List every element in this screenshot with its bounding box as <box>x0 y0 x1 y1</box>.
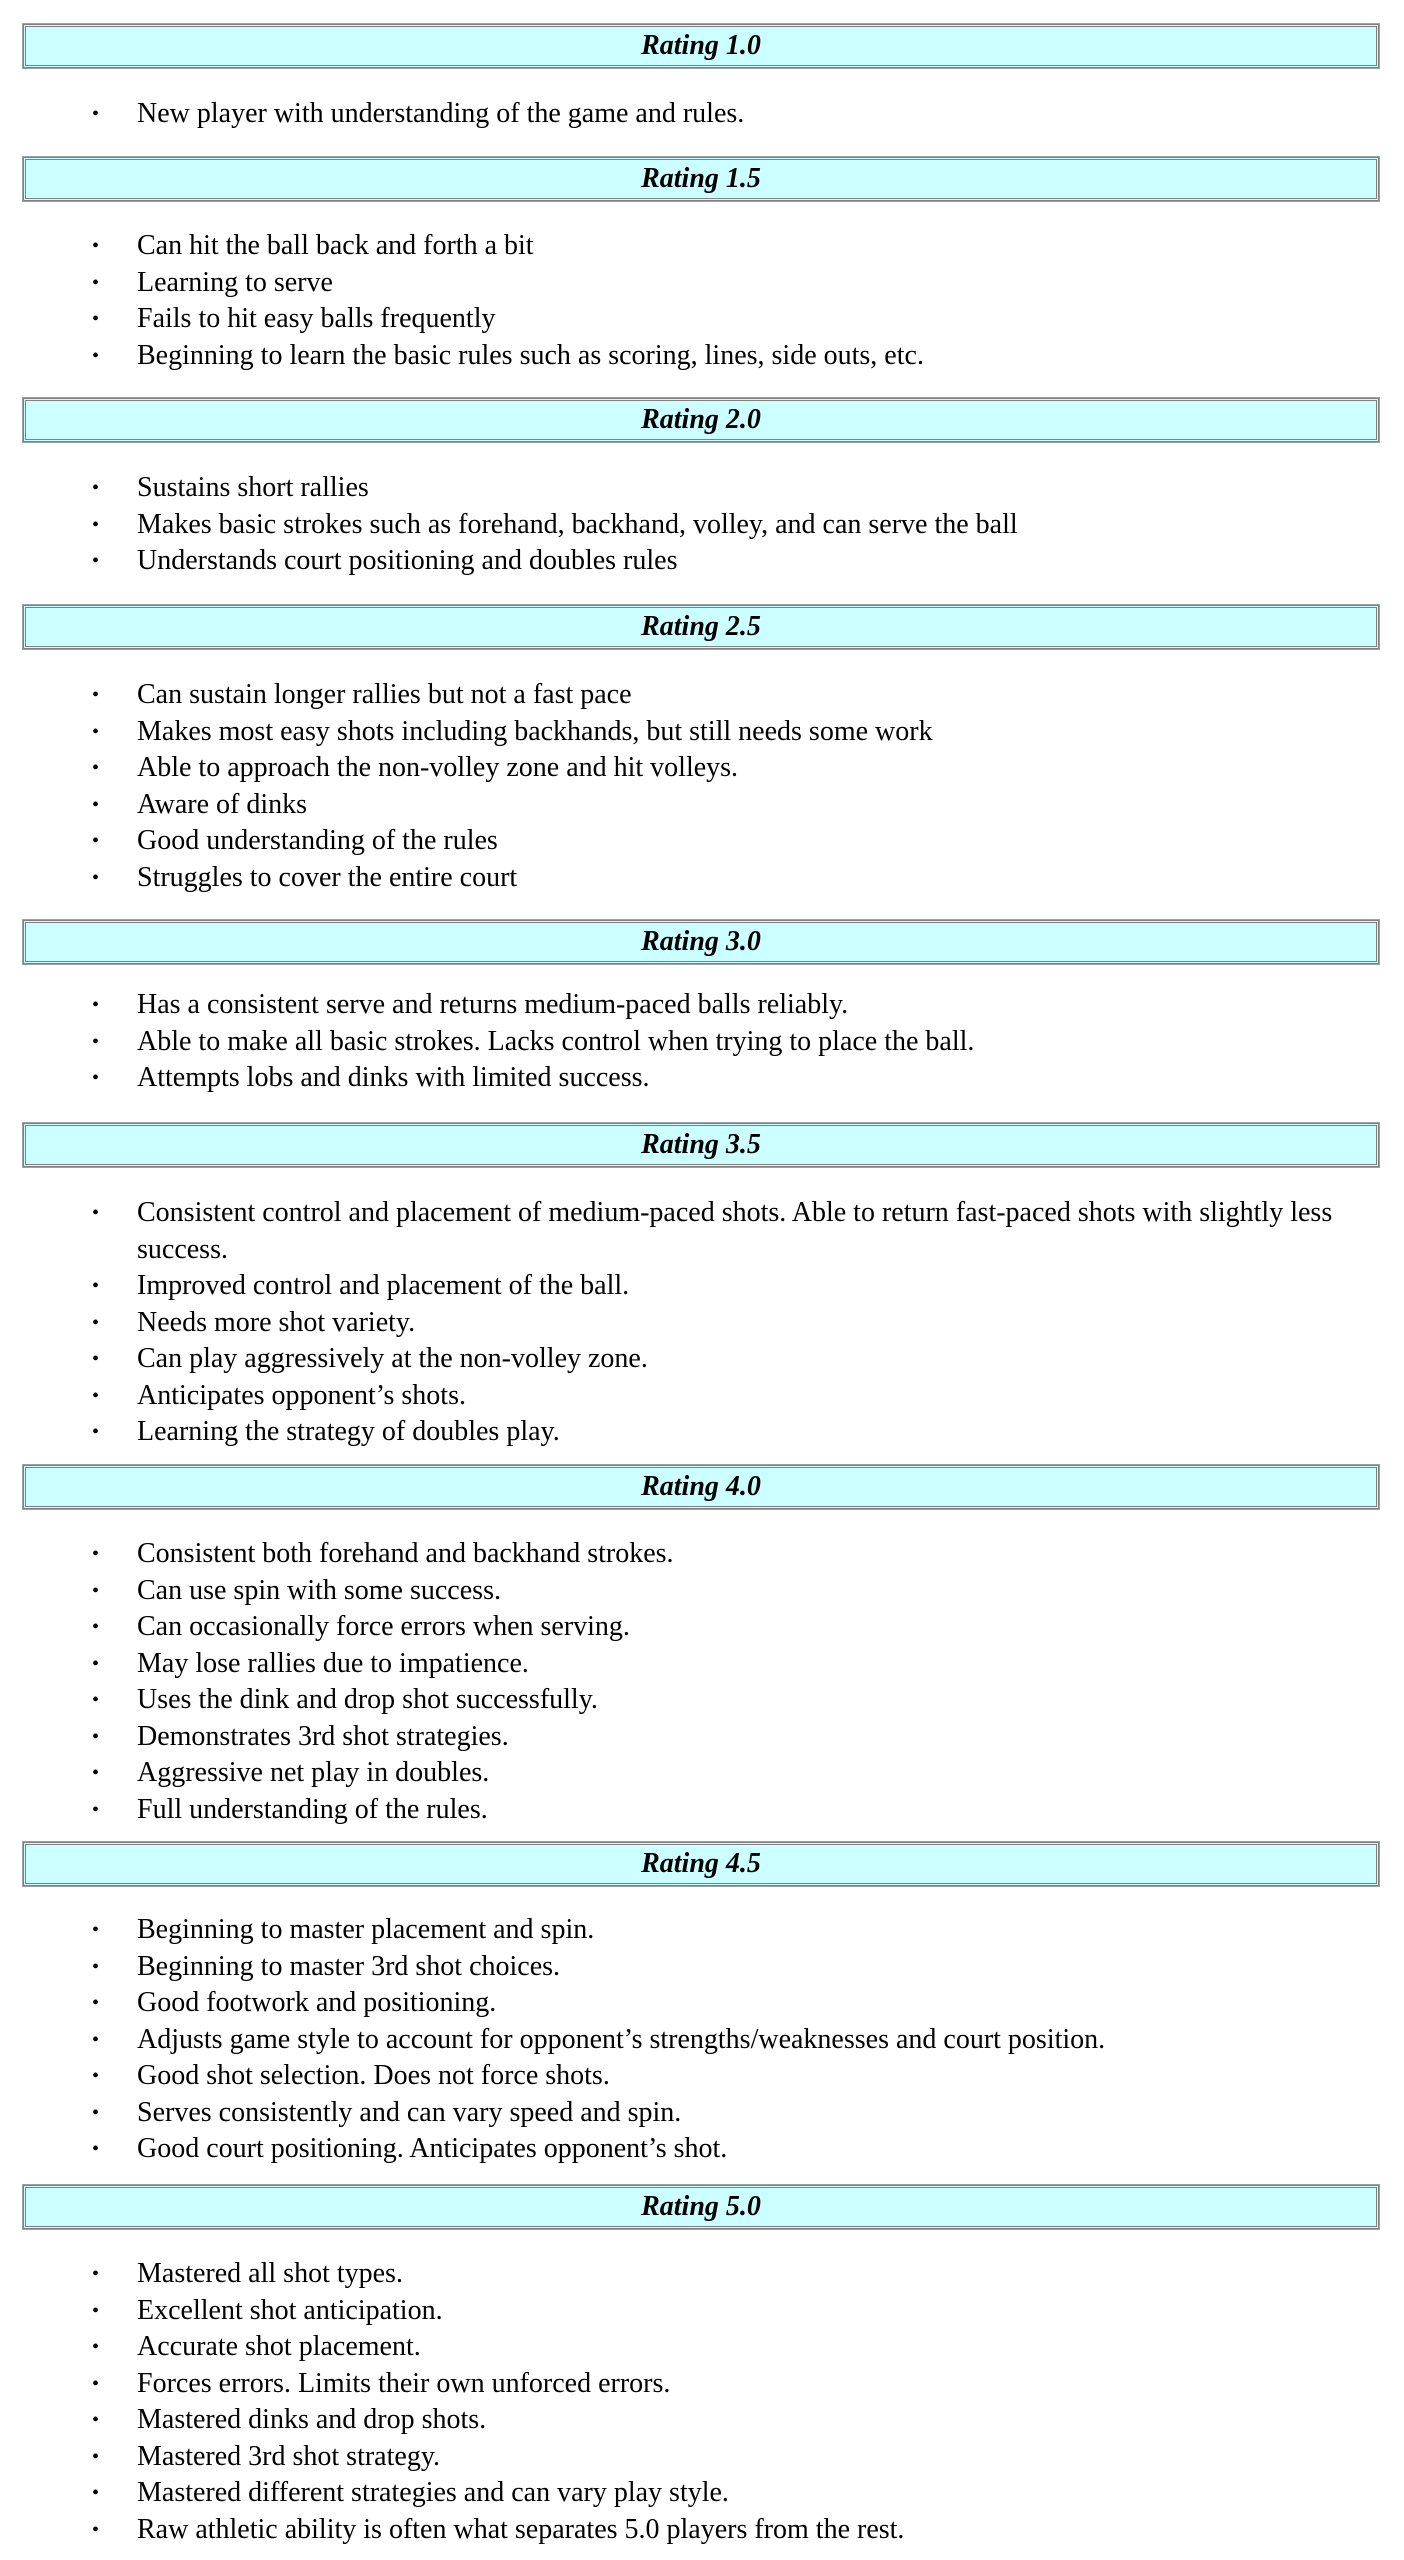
list-item <box>0 338 1404 375</box>
bullet-icon: • <box>92 550 100 572</box>
list-item <box>0 2402 1404 2439</box>
bullet-icon: • <box>92 757 100 779</box>
rating-item-list <box>0 677 1404 896</box>
list-item-text: Accurate shot placement. <box>137 2331 421 2362</box>
list-item <box>0 1268 1404 1305</box>
bullet-icon: • <box>92 477 100 499</box>
list-item-text: Good shot selection. Does not force shots. <box>137 2060 610 2091</box>
list-item <box>0 265 1404 302</box>
list-item <box>0 2131 1404 2168</box>
list-item-text: Able to approach the non-volley zone and hit volleys. <box>137 752 739 783</box>
list-item <box>0 2095 1404 2132</box>
bullet-icon: • <box>92 2138 100 2160</box>
rating-item-list <box>0 470 1404 580</box>
list-item <box>0 1305 1404 1342</box>
list-item-text: Good court positioning. Anticipates opponent’s shot. <box>137 2133 728 2164</box>
list-item <box>0 1378 1404 1415</box>
rating-header: Rating 2.5 <box>23 605 1379 649</box>
list-item-text: Can hit the ball back and forth a bit <box>137 230 534 261</box>
bullet-icon: • <box>92 1030 100 1053</box>
list-item-text: Can occasionally force errors when serving. <box>137 1611 630 1642</box>
list-item-text: Beginning to master 3rd shot choices. <box>137 1950 561 1982</box>
list-item-text: Can sustain longer rallies but not a fast pace <box>137 679 632 710</box>
bullet-icon: • <box>92 2263 100 2285</box>
list-item <box>0 228 1404 265</box>
list-item <box>0 1912 1404 1949</box>
list-item <box>0 1985 1404 2022</box>
rating-header: Rating 2.0 <box>23 398 1379 442</box>
list-item-text: Makes basic strokes such as forehand, backhand, volley, and can serve the ball <box>137 508 1018 540</box>
rating-header: Rating 4.5 <box>23 1842 1379 1886</box>
list-item-text: Aware of dinks <box>137 788 308 820</box>
rating-item-list <box>0 1536 1404 1828</box>
list-item-text: Good understanding of the rules <box>137 825 498 856</box>
list-item-text: Mastered 3rd shot strategy. <box>137 2440 440 2472</box>
list-item <box>0 714 1404 751</box>
list-item-text: Uses the dink and drop shot successfully. <box>137 1684 598 1715</box>
list-item-text: Anticipates opponent’s shots. <box>137 1379 466 1411</box>
bullet-icon: • <box>92 1202 100 1224</box>
list-item-text: Learning the strategy of doubles play. <box>137 1416 560 1447</box>
list-item <box>0 2256 1404 2293</box>
list-item <box>0 1060 1404 1097</box>
list-item <box>0 750 1404 787</box>
list-item <box>0 1949 1404 1986</box>
rating-item-list <box>0 96 1404 133</box>
list-item <box>0 2439 1404 2476</box>
list-item-text: Understands court positioning and doubles rules <box>137 545 678 576</box>
bullet-icon: • <box>92 830 100 852</box>
bullet-icon: • <box>92 308 100 330</box>
rating-header: Rating 3.0 <box>23 920 1379 964</box>
list-item-text: Makes most easy shots including backhands, but still needs some work <box>137 715 933 747</box>
list-item-text: New player with understanding of the game and rules. <box>137 98 745 129</box>
list-item-text: Sustains short rallies <box>137 472 369 503</box>
list-item-text: Mastered all shot types. <box>137 2258 403 2289</box>
bullet-icon: • <box>92 684 100 706</box>
list-item <box>0 1719 1404 1756</box>
list-item-text: Can use spin with some success. <box>137 1574 501 1606</box>
list-item-text: Can play aggressively at the non-volley zone. <box>137 1343 648 1374</box>
list-item-text: Good footwork and positioning. <box>137 1987 497 2018</box>
rating-header: Rating 3.5 <box>23 1123 1379 1167</box>
bullet-icon: • <box>92 271 100 294</box>
list-item <box>0 2512 1404 2549</box>
bullet-icon: • <box>92 2101 100 2124</box>
bullet-icon: • <box>92 720 100 743</box>
bullet-icon: • <box>92 1762 100 1784</box>
list-item <box>0 2475 1404 2512</box>
list-item-text: Aggressive net play in doubles. <box>137 1757 490 1788</box>
bullet-icon: • <box>92 2299 100 2322</box>
list-item-text: Learning to serve <box>137 266 333 298</box>
list-item <box>0 1536 1404 1573</box>
list-item <box>0 1646 1404 1683</box>
list-item <box>0 987 1404 1024</box>
rating-item-list <box>0 1912 1404 2168</box>
list-item <box>0 787 1404 824</box>
list-item-text: Adjusts game style to account for opponent’s strengths/weaknesses and court position. <box>137 2023 1106 2055</box>
bullet-icon: • <box>92 1616 100 1638</box>
rating-item-list <box>0 2256 1404 2548</box>
list-item <box>0 470 1404 507</box>
bullet-icon: • <box>92 2336 100 2358</box>
bullet-icon: • <box>92 1421 100 1443</box>
bullet-icon: • <box>92 1384 100 1407</box>
list-item <box>0 1341 1404 1378</box>
list-item-text: Raw athletic ability is often what separates 5.0 players from the rest. <box>137 2513 905 2545</box>
list-item-text: Has a consistent serve and returns medium-paced balls reliably. <box>137 989 849 1020</box>
list-item <box>0 507 1404 544</box>
bullet-icon: • <box>92 344 100 367</box>
list-item <box>0 1682 1404 1719</box>
bullet-icon: • <box>92 2445 100 2468</box>
rating-item-list <box>0 1195 1404 1451</box>
list-item-text: Full understanding of the rules. <box>137 1793 488 1825</box>
list-item <box>0 2329 1404 2366</box>
bullet-icon: • <box>92 1919 100 1941</box>
bullet-icon: • <box>92 994 100 1016</box>
bullet-icon: • <box>92 2518 100 2541</box>
list-item <box>0 1195 1404 1268</box>
rating-header: Rating 4.0 <box>23 1465 1379 1509</box>
list-item <box>0 677 1404 714</box>
list-item-text: Beginning to master placement and spin. <box>137 1914 595 1945</box>
bullet-icon: • <box>92 866 100 889</box>
list-item-text: Attempts lobs and dinks with limited success. <box>137 1062 650 1093</box>
list-item-text: Able to make all basic strokes. Lacks control when trying to place the ball. <box>137 1025 975 1057</box>
bullet-icon: • <box>92 2065 100 2087</box>
rating-header: Rating 1.5 <box>23 157 1379 201</box>
list-item <box>0 860 1404 897</box>
bullet-icon: • <box>92 1311 100 1334</box>
bullet-icon: • <box>92 1652 100 1675</box>
list-item-text: Beginning to learn the basic rules such as scoring, lines, side outs, etc. <box>137 339 924 371</box>
list-item-text: Demonstrates 3rd shot strategies. <box>137 1720 509 1752</box>
list-item <box>0 1792 1404 1829</box>
bullet-icon: • <box>92 1955 100 1978</box>
list-item <box>0 543 1404 580</box>
list-item-text: Mastered dinks and drop shots. <box>137 2404 487 2435</box>
list-item-text: Mastered different strategies and can vary play style. <box>137 2477 729 2508</box>
rating-item-list <box>0 987 1404 1097</box>
bullet-icon: • <box>92 793 100 816</box>
list-item <box>0 96 1404 133</box>
list-item <box>0 2058 1404 2095</box>
bullet-icon: • <box>92 2372 100 2395</box>
list-item <box>0 823 1404 860</box>
bullet-icon: • <box>92 2409 100 2431</box>
list-item <box>0 1414 1404 1451</box>
rating-item-list <box>0 228 1404 374</box>
list-item-text: Consistent control and placement of medium-paced shots. Able to return fast-paced shots with slightly less success. <box>137 1197 1333 1265</box>
bullet-icon: • <box>92 1725 100 1748</box>
list-item <box>0 1755 1404 1792</box>
list-item <box>0 2022 1404 2059</box>
list-item <box>0 301 1404 338</box>
bullet-icon: • <box>92 2482 100 2504</box>
list-item <box>0 1609 1404 1646</box>
list-item <box>0 2293 1404 2330</box>
list-item-text: Needs more shot variety. <box>137 1306 416 1338</box>
bullet-icon: • <box>92 1689 100 1711</box>
list-item-text: Consistent both forehand and backhand strokes. <box>137 1538 674 1569</box>
list-item-text: Serves consistently and can vary speed and spin. <box>137 2096 682 2128</box>
list-item-text: Excellent shot anticipation. <box>137 2294 443 2326</box>
bullet-icon: • <box>92 1579 100 1602</box>
list-item <box>0 1024 1404 1061</box>
bullet-icon: • <box>92 103 100 125</box>
list-item-text: Fails to hit easy balls frequently <box>137 303 496 334</box>
list-item <box>0 2366 1404 2403</box>
list-item-text: Struggles to cover the entire court <box>137 861 518 893</box>
bullet-icon: • <box>92 513 100 536</box>
list-item-text: May lose rallies due to impatience. <box>137 1647 529 1679</box>
list-item-text: Improved control and placement of the ball. <box>137 1270 630 1301</box>
bullet-icon: • <box>92 1543 100 1565</box>
bullet-icon: • <box>92 1348 100 1370</box>
list-item <box>0 1573 1404 1610</box>
rating-header: Rating 1.0 <box>23 24 1379 68</box>
rating-header: Rating 5.0 <box>23 2185 1379 2229</box>
bullet-icon: • <box>92 2028 100 2051</box>
bullet-icon: • <box>92 1275 100 1297</box>
bullet-icon: • <box>92 235 100 257</box>
bullet-icon: • <box>92 1992 100 2014</box>
bullet-icon: • <box>92 1067 100 1089</box>
list-item-text: Forces errors. Limits their own unforced errors. <box>137 2367 671 2399</box>
bullet-icon: • <box>92 1798 100 1821</box>
